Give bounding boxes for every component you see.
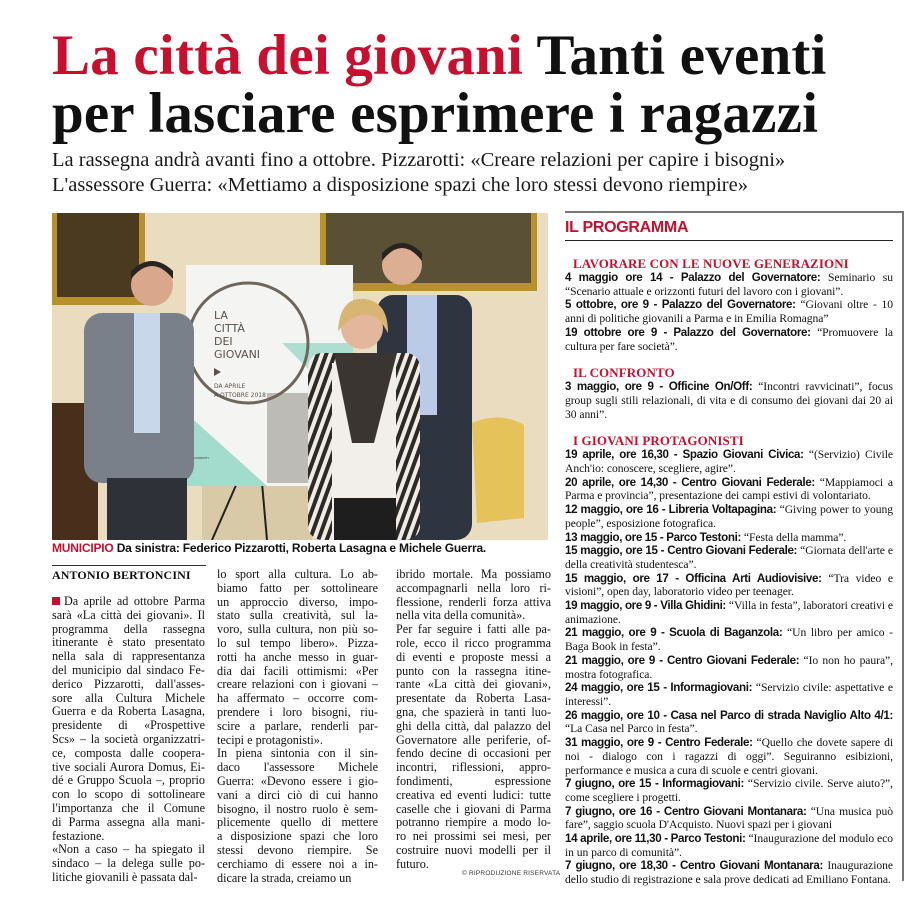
text-line: biamo fatto per sottolineare	[217, 580, 378, 595]
program-item-when: 12 maggio, ore 16 - Libreria Voltapagina:	[565, 503, 777, 517]
program-item	[565, 859, 893, 886]
text-line: «Non a caso – ha spiegato il	[52, 842, 205, 857]
text-line: accompagnarli nella loro ri-	[396, 580, 551, 595]
program-item-when: 19 aprile, ore 16,30 - Spazio Giovani Civica:	[565, 448, 804, 462]
text-line: cerchiamo di essere noi a in-	[217, 856, 378, 871]
armchair	[472, 417, 524, 523]
text-line: del municipio dal sindaco Fe-	[52, 662, 205, 677]
program-item-when: 15 maggio, ore 15 - Centro Giovani Federale:	[565, 544, 798, 558]
program-item-when: 13 maggio, ore 15 - Parco Testoni:	[565, 530, 742, 544]
program-item	[565, 654, 893, 681]
text-line: gna, che spazierà in tanti luo-	[396, 704, 551, 719]
copyright-notice: © RIPRODUZIONE RISERVATA	[462, 870, 561, 877]
program-item-when: 7 giugno, ore 15 - Informagiovani:	[565, 777, 744, 791]
text-line: In piena sintonia con il sin-	[217, 746, 378, 761]
red-square-bullet-icon	[52, 597, 60, 605]
headline-kicker: La città dei giovani	[52, 24, 524, 87]
text-line: festazione.	[52, 828, 105, 843]
program-item	[565, 832, 893, 859]
svg-text:A OTTOBRE 2018: A OTTOBRE 2018	[214, 392, 266, 399]
svg-text:LA: LA	[214, 309, 228, 322]
pedestal	[202, 483, 312, 540]
program-section-heading: IL CONFRONTO	[573, 365, 675, 381]
text-line: plicemente quello di mettere	[217, 815, 378, 830]
svg-text:DA APRILE: DA APRILE	[214, 383, 246, 390]
painting-right	[326, 213, 531, 283]
headline-main: Tanti eventi	[536, 24, 827, 87]
program-item-description: “Mappiamoci a Parma e provincia”, presentazione dei campi estivi di volontariato.	[565, 475, 893, 503]
text-line: sore alla Cultura Michele	[52, 690, 205, 705]
text-line: fendo decine di occasioni per	[396, 746, 551, 761]
program-item	[565, 380, 893, 421]
program-item	[565, 544, 893, 571]
text-line: con lo scopo di sottolineare	[52, 787, 205, 802]
text-line: dé e Gruppo Scuola –, proprio	[52, 773, 205, 788]
sidebar-top-rule	[565, 211, 902, 213]
program-item-when: 7 giugno, ore 18,30 - Centro Giovani Montanara:	[565, 859, 823, 873]
program-item-description: “Festa della mamma”.	[743, 530, 847, 544]
text-line: itinerante è stato presentato	[52, 635, 205, 650]
program-item-when: 20 aprile, ore 14,30 - Centro Giovani Federale:	[565, 475, 815, 489]
program-item	[565, 709, 893, 736]
program-item	[565, 448, 893, 475]
text-line: lo sport alla cultura. Lo ab-	[217, 567, 378, 581]
program-section-heading: LAVORARE CON LE NUOVE GENERAZIONI	[573, 256, 849, 271]
sidebar-vertical-rule	[902, 211, 904, 881]
program-item-when: 24 maggio, ore 15 - Informagiovani:	[565, 681, 753, 695]
program-item-when: 14 aprile, ore 11,30 - Parco Testoni:	[565, 832, 746, 846]
program-item-when: 21 maggio, ore 9 - Scuola di Baganzola:	[565, 626, 783, 640]
program-item	[565, 572, 893, 599]
text-line: Guerra: «Devono essere i gio-	[217, 773, 378, 788]
text-line: nella vita della comunità».	[396, 608, 526, 623]
text-line: prendere i loro bisogni, riu-	[217, 704, 378, 719]
program-item-description: “Servizio civile. Serve aiuto?”, come scegliere i progetti.	[565, 777, 893, 804]
text-line: lo sul tempo libero». Pizza-	[217, 635, 378, 650]
text-line: nella sala di rappresentanza	[52, 649, 205, 664]
text-line: scire a parlare, renderli par-	[217, 718, 378, 733]
program-item	[565, 271, 893, 298]
program-item	[565, 805, 893, 832]
text-line: bisogno, il nostro ruolo è sem-	[217, 801, 378, 816]
text-line: potranno riempire a modo lo-	[396, 815, 551, 830]
program-item-description: “Un libro per amico - Baga Book in festa”.	[565, 626, 893, 654]
text-line: punto con la rassegna itine-	[396, 663, 551, 678]
text-line: derico Pizzarotti, dall'asses-	[52, 676, 205, 691]
text-line: presentate da Roberta Lasa-	[396, 691, 551, 706]
caption-text: Da sinistra: Federico Pizzarotti, Roberta Lasagna e Michele Guerra.	[116, 541, 487, 555]
text-line: stessi devono riempire. Se	[217, 842, 378, 857]
program-item-description: “Tra video e visioni”, open day, laboratorio video per teenager.	[565, 571, 893, 599]
article-paragraph	[52, 595, 205, 843]
text-line: Scs» – la società organizzatri-	[52, 731, 205, 746]
program-item	[565, 736, 893, 777]
program-item	[565, 599, 893, 626]
text-line: programma della rassegna	[52, 621, 205, 636]
program-item-when: 19 maggio, ore 9 - Villa Ghidini:	[565, 599, 726, 613]
program-item	[565, 681, 893, 708]
text-line: flessione, renderli forza attiva	[396, 594, 551, 609]
program-section	[565, 434, 893, 887]
program-item-when: 3 maggio, ore 9 - Officine On/Off:	[565, 380, 753, 394]
text-line: sarà «La città dei giovani». Il	[52, 607, 205, 622]
program-item-when: 26 maggio, ore 10 - Casa nel Parco di strada Naviglio Alto 4/1:	[565, 708, 893, 722]
text-line: fondimenti, espressione	[396, 773, 551, 788]
text-line: Per far seguire i fatti alle pa-	[396, 622, 551, 637]
text-line: ro nei prossimi sei mesi, per	[396, 829, 551, 844]
text-line: ce, composta dalle coopera-	[52, 745, 205, 760]
text-line: costruire nuovi modelli per il	[396, 842, 551, 857]
program-item-description: “Io non ho paura”, mostra fotografica.	[565, 653, 894, 681]
text-line: vani a dirci ciò di cui hanno	[217, 787, 378, 802]
program-item	[565, 531, 893, 545]
program-item-description: “Promuovere la cultura per fare società”.	[565, 325, 893, 353]
program-sections	[565, 257, 893, 900]
text-line: incontri, riflessioni, appro-	[396, 760, 551, 775]
program-item	[565, 626, 893, 653]
text-line: dia dai facili ottimismi: «Per	[217, 663, 378, 678]
program-item-description: “(Servizio) Civile Anch'io: conoscere, scegliere, agire”.	[565, 448, 893, 476]
sidebar-title-rule	[565, 240, 893, 241]
program-item-description: “Giornata dell'arte e della creatività studentesca”.	[565, 544, 893, 571]
svg-text:GIOVANI: GIOVANI	[214, 348, 261, 361]
photo-caption	[52, 541, 486, 555]
program-item	[565, 298, 893, 325]
text-line: tive sociali Aurora Domus, Ei-	[52, 759, 205, 774]
text-line: caselle che i giovani di Parma	[396, 801, 551, 816]
headline-line-2: per lasciare esprimere i ragazzi	[52, 82, 819, 145]
text-line: rotti ha anche messo in guar-	[217, 649, 378, 664]
program-item-description: “Giovani oltre - 10 anni di politiche giovanili a Parma e in Emilia Romagna”	[565, 298, 893, 326]
text-line: futuro.	[396, 856, 429, 871]
program-item	[565, 777, 893, 804]
program-item-when: 4 maggio ore 14 - Palazzo del Governatore:	[565, 271, 821, 284]
text-line: dicare la strada, creiamo un	[217, 870, 352, 885]
text-line: di eventi e proposte messi a	[396, 649, 551, 664]
sidebar-title: IL PROGRAMMA	[565, 219, 689, 236]
article-paragraph	[52, 843, 205, 884]
text-line: un approccio diverso, impo-	[217, 594, 378, 609]
program-item-description: Inaugurazione dello studio di registrazione e sala prove dedicati ad Emiliano Fontana.	[565, 859, 893, 887]
byline: ANTONIO BERTONCINI	[52, 568, 191, 582]
program-item	[565, 476, 893, 503]
article-paragraph	[396, 623, 551, 871]
program-item-description: “Villa in festa”, laboratori creativi e animazione.	[565, 599, 894, 626]
article-column-2	[217, 568, 378, 885]
program-item-when: 5 ottobre, ore 9 - Palazzo del Governatore:	[565, 298, 796, 312]
program-item-description: “La Casa nel Parco in festa”.	[565, 722, 698, 736]
painting-left	[57, 213, 139, 297]
article-paragraph	[217, 568, 378, 747]
article-photo	[52, 213, 548, 540]
svg-text:DEI: DEI	[214, 335, 233, 348]
text-line: ha affermato – occorre com-	[217, 691, 378, 706]
headline-line-1	[52, 26, 827, 86]
text-line: rante «La città dei giovani»,	[396, 677, 551, 692]
text-line: sindaco – la delega sulle po-	[52, 856, 205, 871]
caption-keyword: MUNICIPIO	[52, 541, 114, 555]
text-line: a disposizione spazi che loro	[217, 829, 378, 844]
text-line: di Parma assegna alla mani-	[52, 814, 205, 829]
text-line: creare relazioni con i giovani –	[217, 677, 378, 692]
text-line: Da aprile ad ottobre Parma	[52, 595, 205, 609]
text-line: Guerra e da Roberta Lasagna,	[52, 704, 205, 719]
text-line: role, ecco il ricco programma	[396, 635, 551, 650]
program-item-when: 21 maggio, ore 9 - Centro Giovani Federale:	[565, 653, 800, 667]
program-item-when: 7 giugno, ore 16 - Centro Giovani Montanara:	[565, 804, 807, 818]
text-line: Governatore alle periferie, of-	[396, 732, 551, 747]
text-line: ghi della città, dal palazzo del	[396, 718, 551, 733]
text-line: l'importanza che il Comune	[52, 800, 205, 815]
byline-divider	[52, 565, 206, 566]
program-section	[565, 257, 893, 353]
program-item-description: “Inaugurazione del modulo eco in un parco di comunità”.	[565, 832, 893, 859]
program-item	[565, 503, 893, 530]
text-line: litiche giovanili è passata dal-	[52, 869, 198, 884]
program-item	[565, 326, 893, 353]
program-item-description: “Quello che dovete sapere di noi - dialogo con i ragazzi di oggi”. Seguiranno esibizioni, performance e musica a cura di scuole e centri giovani.	[565, 736, 893, 777]
svg-text:CONTATTI: CONTATTI	[194, 456, 209, 460]
article-paragraph	[217, 747, 378, 885]
text-line: stato sulla creatività, sul la-	[217, 608, 378, 623]
article-column-3	[396, 568, 551, 872]
program-item-description: “Una musica può fare”, saggio scuola D'Acquisto. Nuovi spazi per i giovani	[565, 804, 893, 832]
program-item-when: 15 maggio, ore 17 - Officina Arti Audiovisive:	[565, 571, 822, 585]
subheadline: L'assessore Guerra: «Mettiamo a disposizione spazi che loro stessi devono riempire»	[52, 174, 748, 196]
subheadline: La rassegna andrà avanti fino a ottobre. Pizzarotti: «Creare relazioni per capire i bisogni»	[52, 149, 786, 171]
text-line: creativa ed eventi ludici: tutte	[396, 787, 551, 802]
program-item-description: “Servizio civile: aspettative e interessi”.	[565, 681, 893, 708]
article-paragraph	[396, 568, 551, 623]
program-item-description: “Giving power to young people”, esposizione fotografica.	[565, 503, 893, 530]
text-line: tecipi e protagonisti».	[217, 732, 323, 747]
text-line: daco l'assessore Michele	[217, 760, 378, 775]
program-item-when: 31 maggio, ore 9 - Centro Federale:	[565, 736, 753, 750]
program-item-description: Seminario su “Scenario attuale e orizzonti futuri del lavoro con i giovani”.	[565, 271, 893, 298]
text-line: presidente di «Prospettive	[52, 718, 205, 733]
text-line: ibrido mortale. Ma possiamo	[396, 567, 551, 581]
program-section	[565, 366, 893, 421]
program-item-description: “Incontri ravvicinati”, focus group sugli stili relazionali, di vita e di consumo dei giovani dai 20 ai 30 anni”.	[565, 380, 893, 421]
program-item-when: 19 ottobre ore 9 - Palazzo del Governatore:	[565, 325, 811, 339]
svg-text:CITTÀ: CITTÀ	[214, 322, 245, 335]
text-line: voro, sulla cultura, non più so-	[217, 622, 378, 637]
article-column-1	[52, 595, 205, 885]
program-section-heading: I GIOVANI PROTAGONISTI	[573, 433, 744, 449]
